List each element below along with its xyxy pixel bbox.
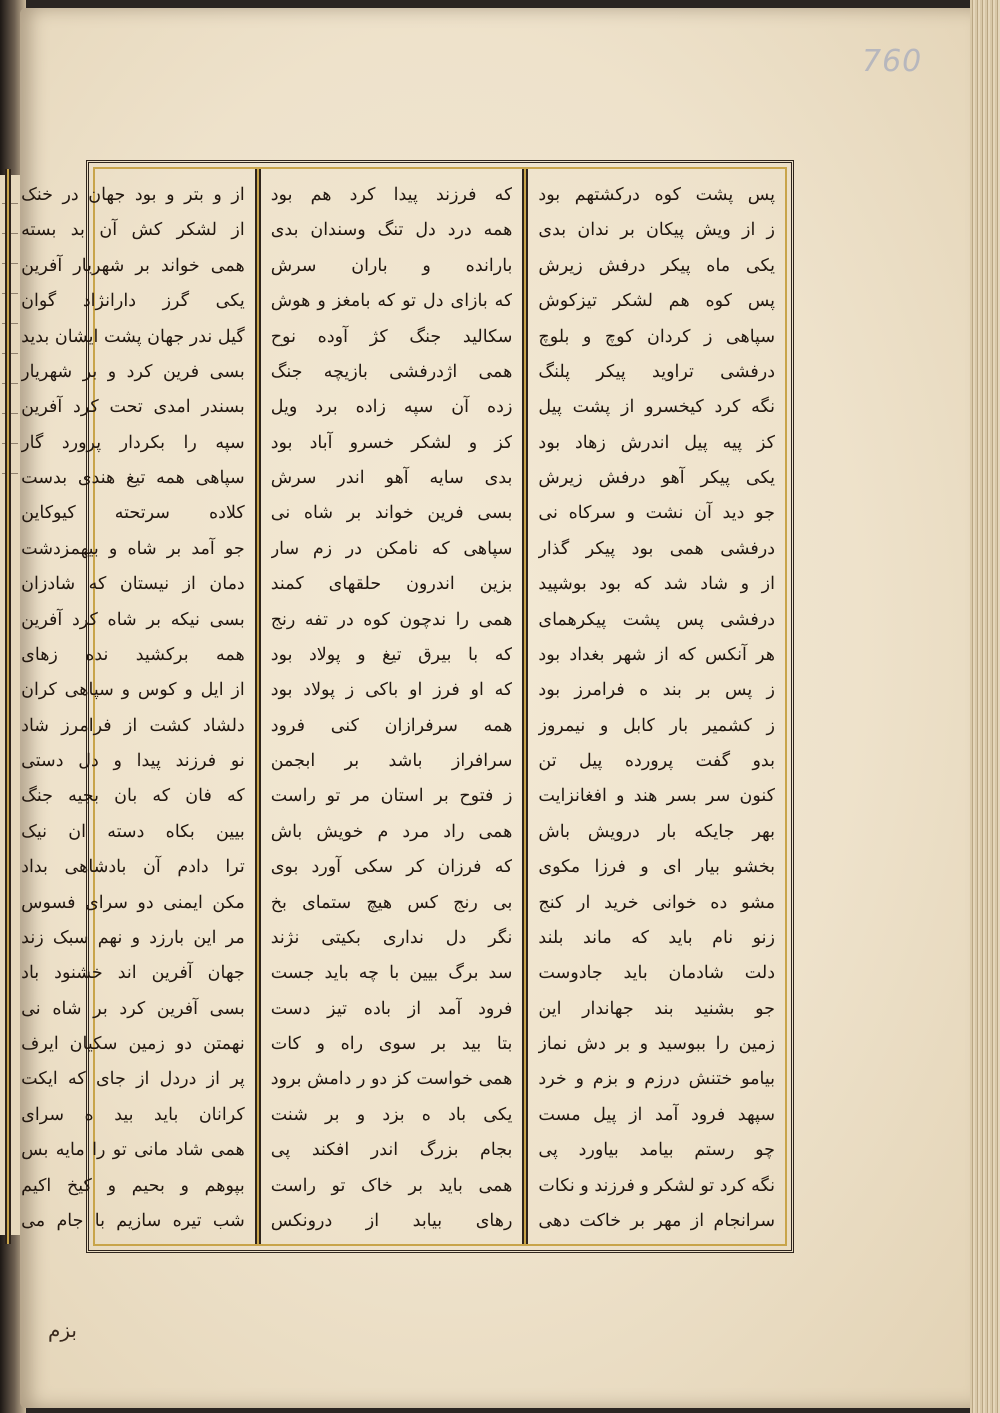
verse-line: ز از ویش پیکان بر ندان بدی (538, 220, 775, 241)
verse-line: بدو گفت پرورده پیل تن (538, 751, 775, 771)
verse-line: مشو ده خوانی خرید ار کنج (538, 892, 775, 913)
verse-line: سرانجام از مهر بر خاکت دهی (538, 1210, 775, 1231)
verse-line: سپه را بکردار پرورد گار (21, 432, 245, 453)
verse-line: نهمتن دو زمین سکیان ایرف (21, 1034, 245, 1054)
verse-line: بدی سایه آهو اندر سرش (270, 468, 513, 488)
verse-line: سپهد فرود آمد از پیل مست (538, 1104, 775, 1125)
verse-line: از ایل و کوس و سپاهی کران (21, 680, 245, 701)
verse-line: بی رنج کس هیچ ستمای بخ (270, 892, 513, 913)
verse-line: سد برگ بیین با چه باید جست (270, 963, 513, 984)
verse-line: پس پشت کوه درکشتهم بود (538, 185, 775, 205)
verse-line: بسی آفرین کرد بر شاه نی (21, 998, 245, 1019)
verse-line: بسی نیکه بر شاه کرد آفرین (21, 609, 245, 630)
verse-line: یکی باد ه بزد و بر شنت (270, 1104, 513, 1125)
verse-line: کز پیه پیل اندرش زهاد بود (538, 432, 775, 453)
verse-line: دمان از نیستان که شادزان (21, 574, 245, 595)
verse-line: که فرزند پیدا کرد هم بود (270, 185, 513, 205)
verse-line: همی باید بر خاک تو راست (270, 1175, 513, 1196)
verse-line: که فان که بان بجیه جنگ (21, 786, 245, 807)
verse-line: بجام بزرگ اندر افکند پی (270, 1140, 513, 1161)
text-column-2 (261, 169, 523, 1244)
verse-line: بهر جایکه بار درویش باش (538, 821, 775, 842)
verse-line: بیامو ختنش درزم و بزم و خرد (538, 1069, 775, 1090)
verse-line: همی راد مرد م خویش باش (270, 821, 513, 842)
page-edge-stack (970, 0, 1000, 1413)
verse-line: که بازای دل تو که بامغز و هوش (270, 291, 513, 312)
verse-line: سپاهی همه تیغ هندی بدست (21, 468, 245, 488)
verse-line: همی خواند بر شهریار آفرین (21, 255, 245, 276)
verse-line: هر آنکس که از شهر بغداد بود (538, 644, 775, 665)
verse-line: زنو نام باید که ماند بلند (538, 927, 775, 948)
verse-line: از و بتر و بود جهان در خنک (21, 185, 245, 205)
verse-line: ترا دادم آن بادشاهی بداد (21, 857, 245, 878)
text-frame-inner (21, 167, 787, 1246)
verse-line: ز پس بر بند ه فرامرز بود (538, 680, 775, 701)
verse-line: درفشی همی بود پیکر گذار (538, 538, 775, 559)
verse-line: بسی فرین کرد و بر شهریار (21, 361, 245, 382)
text-column-4 (0, 169, 5, 1244)
verse-line: کز و لشکر خسرو آباد بود (270, 432, 513, 453)
verse-line: همه درد دل تنگ وسندان بدی (270, 220, 513, 241)
text-frame (21, 160, 794, 1253)
verse-line: سپاهی ز کردان کوچ و بلوچ (538, 326, 775, 347)
verse-line: مر این بارزد و نهم سبک زند (21, 927, 245, 948)
verse-line: نو فرزند پیدا و دل دستی (21, 751, 245, 771)
verse-line: نگه کرد تو لشکر و فرزند و نکات (538, 1175, 775, 1196)
verse-line: کنون سر بسر هند و افغانزایت (538, 786, 775, 807)
verse-line: از و شاد شد که بود بوشپید (538, 574, 775, 595)
verse-line: دلشاد کشت از فرامرز شاد (21, 715, 245, 736)
verse-line: که او فرز او باکی ز پولاد بود (270, 680, 513, 701)
verse-line: بیین بکاه دسته ان نیک (21, 821, 245, 842)
verse-line: یکی ماه پیکر درفش زیرش (538, 255, 775, 276)
verse-line: ز فتوح بر استان مر تو راست (270, 786, 513, 807)
verse-line: نگر دل نداری بکیتی نژند (270, 927, 513, 948)
verse-line: پس کوه هم لشکر تیزکوش (538, 291, 775, 312)
catchword: بزم (48, 1318, 77, 1342)
verse-line: چو رستم بیامد بیاورد پی (538, 1140, 775, 1161)
verse-line: جو آمد بر شاه و بیهمزدشت (21, 538, 245, 559)
verse-line: درفشی پس پشت پیکرهمای (538, 609, 775, 630)
verse-line: همی اژدرفشی بازیچه جنگ (270, 361, 513, 382)
verse-line: کلاده سرتحته کیوکاین (21, 503, 245, 524)
verse-line: بسندر امدی تحت کرد آفرین (21, 397, 245, 418)
verse-line: که فرزان کر سکی آورد بوی (270, 857, 513, 878)
folio-number: 760 (862, 44, 923, 79)
verse-line: جهان آفرین اند خشنود باد (21, 963, 245, 984)
verse-line: فرود آمد از باده تیز دست (270, 998, 513, 1019)
verse-line: بپوهم و بحیم و کیخ اکیم (21, 1175, 245, 1196)
verse-line: همی خواست کز دو ر دامش برود (270, 1069, 513, 1090)
verse-line: بسی فرین خواند بر شاه نی (270, 503, 513, 524)
verse-line: درفشی تراوید پیکر پلنگ (538, 361, 775, 382)
verse-line: بزین اندرون حلقهای کمند (270, 574, 513, 595)
verse-line: که با بیرق تیغ و پولاد بود (270, 644, 513, 665)
text-column-1 (528, 169, 785, 1244)
verse-line: سپاهی که نامکن در زم سار (270, 538, 513, 559)
verse-line: بخشو بیار ای و فرزا مکوی (538, 857, 775, 878)
verse-line: سرافراز باشد بر ابجمن (270, 751, 513, 771)
verse-line: جو بشنید بند جهاندار این (538, 998, 775, 1019)
verse-line: شب تیره سازیم با جام می (21, 1210, 245, 1231)
verse-line: کرانان باید بید ه سرای (21, 1104, 245, 1125)
verse-line: مکن ایمنی دو سرای فسوس (21, 892, 245, 913)
verse-line: گیل ندر جهان پشت ایشان بدید (21, 326, 245, 347)
verse-line: زده آن سپه زاده برد ویل (270, 397, 513, 418)
verse-line: سکالید جنگ کژ آوده نوح (270, 326, 513, 347)
verse-line: همی شاد مانی تو را مایه بس (21, 1140, 245, 1161)
verse-line: پر از دردل از جای که ایکت (21, 1069, 245, 1090)
verse-line: از لشکر کش آن بد بسته (21, 220, 245, 241)
verse-line: همه برکشید نده زهای (21, 644, 245, 665)
verse-line: دلت شادمان باید جادوست (538, 963, 775, 984)
verse-line: نگه کرد کیخسرو از پشت پیل (538, 397, 775, 418)
verse-line: همه سرفرازان کنی فرود (270, 715, 513, 736)
verse-line: بتا بید بر سوی راه و کات (270, 1034, 513, 1054)
verse-line: بارانده و باران سرش (270, 255, 513, 276)
verse-line: یکی پیکر آهو درفش زیرش (538, 468, 775, 488)
text-column-3 (11, 169, 255, 1244)
verse-line: جو دید آن نشت و سرکاه نی (538, 503, 775, 524)
verse-line: رهای بیابد از درونکس (270, 1210, 513, 1231)
verse-line: یکی گرز دارانژاد گوان (21, 291, 245, 312)
verse-line: زمین را ببوسید و بر دش نماز (538, 1034, 775, 1054)
verse-line: ز کشمیر بار کابل و نیمروز (538, 715, 775, 736)
verse-line: همی را ندچون کوه در تفه رنج (270, 609, 513, 630)
